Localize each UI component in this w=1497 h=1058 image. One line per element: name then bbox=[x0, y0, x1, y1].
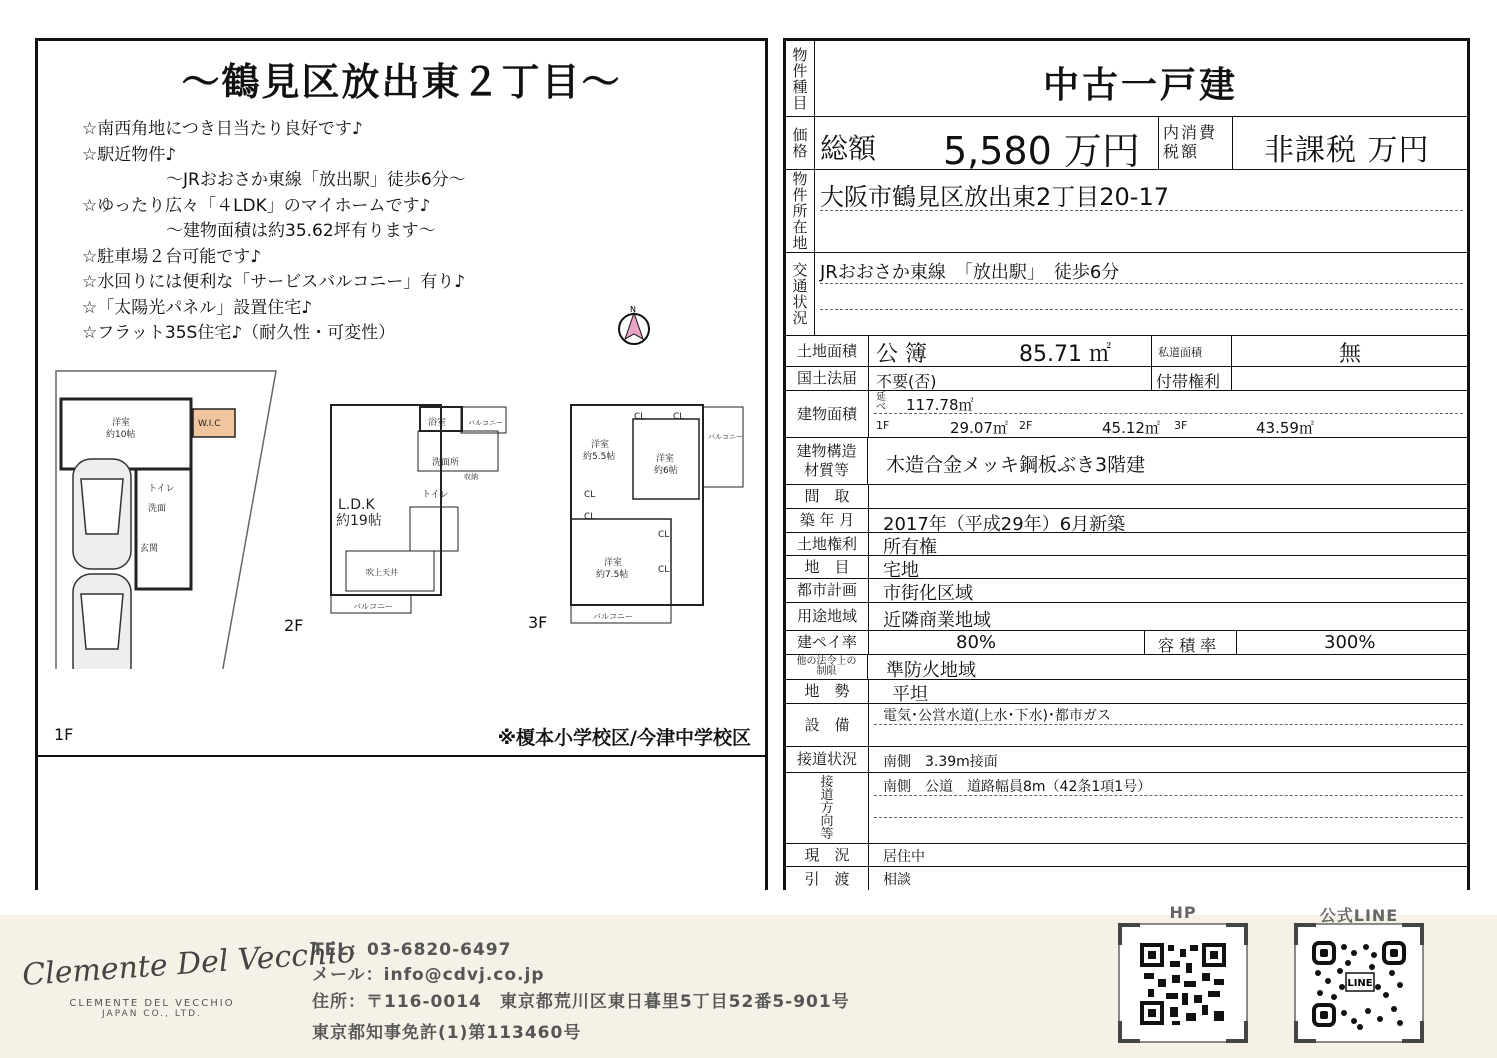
row-zoning bbox=[786, 603, 1467, 631]
other-restrictions-label: 他の法令上の制限 bbox=[786, 655, 868, 679]
transport-label: 交通状況 bbox=[786, 253, 815, 335]
row-coverage bbox=[786, 631, 1467, 655]
feature-item: ～JRおおさか東線「放出駅」徒歩6分～ bbox=[166, 170, 466, 190]
f3-label: 3F bbox=[1174, 419, 1188, 432]
road-label: 接道状況 bbox=[786, 747, 869, 772]
room-label: 浴室 bbox=[428, 418, 447, 428]
company-address: 住所：〒116-0014 東京都荒川区東日暮里5丁目52番5-901号 bbox=[312, 992, 850, 1012]
compass-icon bbox=[616, 303, 652, 347]
divider bbox=[38, 755, 765, 757]
feature-item: ☆ゆったり広々「４LDK」のマイホームです♪ bbox=[82, 195, 431, 216]
built-label: 築 年 月 bbox=[786, 509, 869, 532]
room-label: CL bbox=[673, 412, 685, 422]
facilities-label: 設 備 bbox=[786, 704, 869, 746]
far-label: 容 積 率 bbox=[1158, 636, 1217, 655]
feature-item: ～建物面積は約35.62坪有ります～ bbox=[166, 221, 436, 241]
row-transport bbox=[786, 253, 1467, 336]
feature-item: ☆「太陽光パネル」設置住宅♪ bbox=[82, 297, 313, 318]
floor-label-3f: 3F bbox=[528, 613, 548, 632]
private-road-label: 私道面積 bbox=[1158, 346, 1202, 359]
f1-area: 29.07㎡ bbox=[950, 419, 1008, 437]
type-label: 物件種目 bbox=[786, 41, 815, 116]
row-terrain bbox=[786, 680, 1467, 704]
room-label: 洋室 bbox=[656, 454, 675, 464]
room-label: 収納 bbox=[464, 473, 478, 481]
room-label: CL bbox=[658, 565, 670, 575]
logo-subtitle: JAPAN CO., LTD. bbox=[102, 1009, 202, 1019]
hp-qr-label: HP bbox=[1169, 903, 1197, 922]
company-tel: TEL：03-6820-6497 bbox=[312, 940, 512, 960]
company-logo bbox=[21, 934, 357, 1045]
room-label: CL bbox=[658, 530, 670, 540]
terrain-value: 平坦 bbox=[892, 684, 928, 705]
row-land-category bbox=[786, 556, 1467, 579]
page-title: ～鶴見区放出東２丁目～ bbox=[181, 60, 622, 104]
row-building-area bbox=[786, 391, 1467, 438]
feature-item: ☆水回りには便利な「サービスバルコニー」有り♪ bbox=[82, 272, 466, 292]
floor-label-1f: 1F bbox=[54, 725, 74, 744]
land-area-value: 85.71 ㎡ bbox=[1019, 342, 1111, 367]
f1-label: 1F bbox=[876, 419, 890, 432]
feature-list bbox=[82, 117, 466, 347]
room-label: 玄関 bbox=[140, 544, 159, 554]
feature-item: ☆フラット35S住宅♪（耐久性・可変性） bbox=[82, 323, 396, 343]
row-land-right bbox=[786, 533, 1467, 556]
price-label: 価格 bbox=[786, 117, 815, 169]
structure-value: 木造合金メッキ鋼板ぶき3階建 bbox=[886, 454, 1146, 476]
row-land-area bbox=[786, 336, 1467, 367]
far-value: 300% bbox=[1324, 632, 1376, 653]
row-status bbox=[786, 844, 1467, 867]
room-label: W.I.C bbox=[198, 419, 221, 429]
row-structure bbox=[786, 438, 1467, 485]
row-type bbox=[786, 41, 1467, 117]
land-category-label: 地 目 bbox=[786, 556, 869, 578]
zoning-value: 近隣商業地域 bbox=[883, 610, 991, 631]
line-badge: LINE bbox=[1347, 978, 1373, 989]
floor-plan-1f bbox=[56, 371, 276, 669]
f2-label: 2F bbox=[1019, 419, 1033, 432]
land-area-label: 土地面積 bbox=[786, 336, 869, 366]
row-national-land bbox=[786, 367, 1467, 391]
easement-label: 付帯権利 bbox=[1156, 372, 1221, 391]
room-label: トイレ bbox=[422, 490, 449, 500]
room-label: 洋室 bbox=[604, 558, 623, 568]
room-label: 約6帖 bbox=[654, 466, 678, 476]
price-value: 5,580 万円 bbox=[943, 129, 1140, 173]
room-label: 約7.5帖 bbox=[596, 570, 629, 580]
logo-name: CLEMENTE DEL VECCHIO bbox=[69, 998, 235, 1009]
floor-plan-diagram bbox=[48, 369, 760, 669]
national-land-value: 不要(否) bbox=[876, 372, 937, 391]
address-value: 大阪市鶴見区放出東2丁目20-17 bbox=[820, 183, 1170, 211]
handover-label: 引 渡 bbox=[786, 867, 869, 890]
feature-item: ☆駐車場２台可能です♪ bbox=[82, 246, 262, 267]
private-road-value: 無 bbox=[1339, 342, 1362, 367]
zoning-label: 用途地域 bbox=[786, 603, 869, 630]
logo-script: Clemente Del Vecchio bbox=[21, 934, 357, 994]
other-restrictions-value: 準防火地域 bbox=[886, 660, 976, 681]
row-facilities bbox=[786, 704, 1467, 747]
address-label: 物件所在地 bbox=[786, 170, 815, 252]
room-label: バルコニー bbox=[468, 419, 503, 427]
row-price bbox=[786, 117, 1467, 173]
property-detail-table bbox=[783, 38, 1470, 890]
road-direction-value: 南側 公道 道路幅員8m（42条1項1号） bbox=[883, 779, 1152, 795]
room-label: 洋室 bbox=[112, 418, 131, 428]
room-label: 約5.5帖 bbox=[583, 452, 616, 462]
room-label: 洗面所 bbox=[432, 458, 460, 468]
hp-qr-code-icon[interactable] bbox=[1118, 923, 1248, 1043]
company-license: 東京都知事免許(1)第113460号 bbox=[312, 1023, 582, 1043]
line-qr-block[interactable] bbox=[1294, 906, 1424, 1043]
facilities-value: 電気･公営水道(上水･下水)･都市ガス bbox=[883, 708, 1111, 724]
row-layout bbox=[786, 485, 1467, 509]
road-direction-label: 接道方向等 bbox=[786, 773, 869, 843]
terrain-label: 地 勢 bbox=[786, 680, 869, 703]
tax-label: 内消費税額 bbox=[1163, 123, 1218, 161]
company-email: メール：info@cdvj.co.jp bbox=[312, 965, 545, 985]
room-label: CL bbox=[584, 512, 596, 522]
coverage-value: 80% bbox=[956, 632, 997, 653]
layout-label: 間 取 bbox=[786, 485, 869, 508]
row-address bbox=[786, 170, 1467, 253]
line-qr-label: 公式LINE bbox=[1319, 906, 1399, 925]
room-label: 吹上天井 bbox=[366, 568, 398, 577]
f2-area: 45.12㎡ bbox=[1102, 419, 1160, 437]
hp-qr-block[interactable] bbox=[1118, 903, 1248, 1043]
built-value: 2017年（平成29年）6月新築 bbox=[883, 514, 1126, 535]
room-label: CL bbox=[584, 490, 596, 500]
compass-north-label: N bbox=[630, 305, 636, 314]
company-footer bbox=[0, 903, 1497, 1058]
room-label: 洗面 bbox=[148, 504, 167, 514]
transport-value: JRおおさか東線 「放出駅」 徒歩6分 bbox=[820, 262, 1120, 283]
land-area-kind: 公 簿 bbox=[876, 342, 927, 367]
building-area-label: 建物面積 bbox=[786, 391, 869, 437]
land-category-value: 宅地 bbox=[883, 560, 919, 581]
row-road-direction bbox=[786, 773, 1467, 844]
status-value: 居住中 bbox=[883, 849, 925, 865]
building-total: 117.78㎡ bbox=[906, 396, 974, 414]
feature-item: ☆駅近物件♪ bbox=[82, 144, 177, 165]
room-label: CL bbox=[634, 412, 646, 422]
property-summary-panel bbox=[35, 38, 768, 890]
type-value: 中古一戸建 bbox=[1042, 65, 1238, 106]
room-label: トイレ bbox=[148, 484, 175, 494]
room-label: 約19帖 bbox=[336, 513, 382, 529]
row-built bbox=[786, 509, 1467, 533]
building-total-prefix: 延べ bbox=[876, 392, 886, 413]
city-plan-value: 市街化区域 bbox=[883, 583, 973, 604]
row-handover bbox=[786, 867, 1467, 890]
land-right-label: 土地権利 bbox=[786, 533, 869, 555]
floor-label-2f: 2F bbox=[284, 616, 304, 635]
line-qr-code-icon[interactable] bbox=[1294, 923, 1424, 1043]
road-value: 南側 3.39m接面 bbox=[883, 754, 998, 770]
tax-value: 非課税 万円 bbox=[1264, 133, 1430, 168]
f3-area: 43.59㎡ bbox=[1256, 419, 1314, 437]
room-label: バルコニー bbox=[353, 602, 393, 611]
national-land-label: 国土法届 bbox=[786, 367, 869, 390]
room-label: 洋室 bbox=[591, 440, 610, 450]
row-other-restrictions bbox=[786, 655, 1467, 680]
feature-item: ☆南西角地につき日当たり良好です♪ bbox=[82, 119, 363, 139]
row-city-plan bbox=[786, 579, 1467, 603]
land-right-value: 所有権 bbox=[883, 537, 937, 558]
room-label: 約10帖 bbox=[106, 430, 136, 440]
room-label: バルコニー bbox=[708, 433, 743, 441]
row-road bbox=[786, 747, 1467, 773]
price-total-label: 総額 bbox=[820, 132, 877, 165]
status-label: 現 況 bbox=[786, 844, 869, 866]
coverage-label: 建ペイ率 bbox=[786, 631, 869, 654]
handover-value: 相談 bbox=[883, 872, 911, 888]
room-label: バルコニー bbox=[593, 612, 633, 621]
city-plan-label: 都市計画 bbox=[786, 579, 869, 602]
structure-label: 建物構造材質等 bbox=[786, 438, 868, 484]
room-label: L.D.K bbox=[338, 497, 375, 513]
school-district: ※榎本小学校区/今津中学校区 bbox=[497, 727, 751, 749]
